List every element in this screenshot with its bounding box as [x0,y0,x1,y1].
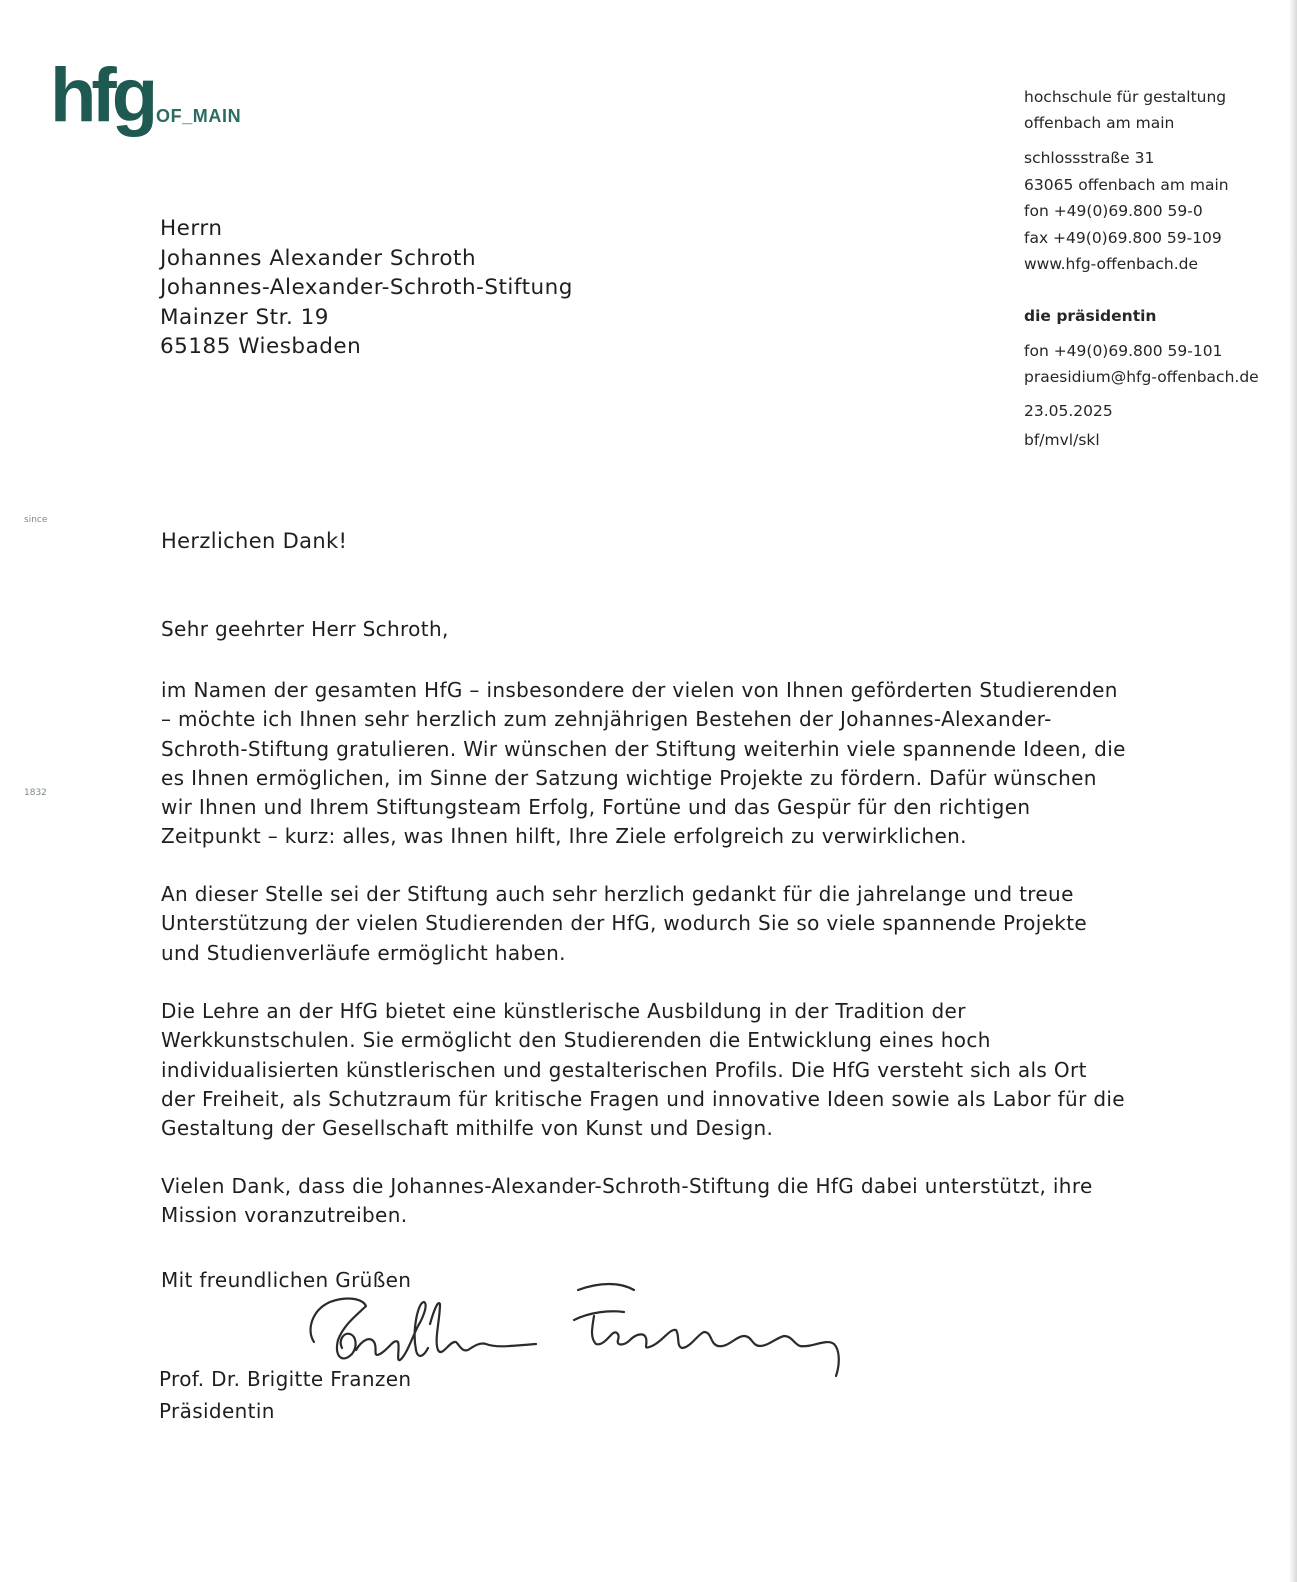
office-title: die präsidentin [1024,307,1157,325]
recipient-organization: Johannes-Alexander-Schroth-Stiftung [160,275,573,300]
paragraph-line: im Namen der gesamten HfG – insbesondere der vielen von Ihnen geförderten Studierenden [161,678,1118,702]
recipient-street: Mainzer Str. 19 [160,304,329,330]
office-phone: fon +49(0)69.800 59-101 [1024,342,1223,360]
paragraph-line: wir Ihnen und Ihrem Stiftungsteam Erfolg, Fortüne und das Gespür für den richtigen [161,795,1031,820]
hfg-logo [50,53,310,153]
paragraph-line: und Studienverläufe ermöglicht haben. [161,940,566,965]
paragraph-line: Schroth-Stiftung gratulieren. Wir wünschen der Stiftung weiterhin viele spannende Ideen, die [161,736,1126,761]
scan-edge [1289,0,1297,1582]
paragraph-line: individualisierten künstlerischen und gestalterischen Profils. Die HfG versteht sich als Ort [161,1057,1087,1082]
logo-wordmark: hfg [50,53,154,138]
paragraph-line: Die Lehre an der HfG bietet eine künstlerische Ausbildung in der Tradition der [161,999,966,1023]
paragraph-2 [161,880,1161,968]
office-email: praesidium@hfg-offenbach.de [1024,368,1259,386]
paragraph-line: es Ihnen ermöglichen, im Sinne der Satzung wichtige Projekte zu fördern. Dafür wünschen [161,765,1097,790]
letter-subject: Herzlichen Dank! [161,529,348,553]
sender-city: 63065 offenbach am main [1024,176,1229,194]
paragraph-line: Gestaltung der Gesellschaft mithilfe von Kunst und Design. [161,1116,774,1141]
sender-street: schlossstraße 31 [1024,149,1155,167]
paragraph-line: Zeitpunkt – kurz: alles, was Ihnen hilft, Ihre Ziele erfolgreich zu verwirklichen. [161,824,967,849]
sender-institution-line1: hochschule für gestaltung [1024,88,1227,106]
letter-closing: Mit freundlichen Grüßen [161,1268,412,1292]
signer-block [159,1363,411,1427]
paragraph-line: – möchte ich Ihnen sehr herzlich zum zehnjährigen Bestehen der Johannes-Alexander- [161,707,1052,732]
paragraph-4 [161,1172,1161,1231]
paragraph-line: An dieser Stelle sei der Stiftung auch sehr herzlich gedankt für die jahrelange und treue [161,882,1074,906]
recipient-address [160,214,573,362]
letter-reference: bf/mvl/skl [1024,431,1100,449]
paragraph-line: Mission voranzutreiben. [161,1203,408,1228]
margin-note-since: since [24,515,48,525]
signer-title: Präsidentin [159,1399,275,1423]
sender-website: www.hfg-offenbach.de [1024,255,1199,273]
signer-name: Prof. Dr. Brigitte Franzen [159,1367,412,1391]
paragraph-line: Unterstützung der vielen Studierenden der HfG, wodurch Sie so viele spannende Projekte [161,911,1088,936]
sender-institution-line2: offenbach am main [1024,114,1175,132]
paragraph-line: Vielen Dank, dass die Johannes-Alexander-Schroth-Stiftung die HfG dabei unterstützt, ihre [161,1174,1093,1198]
paragraph-line: Werkkunstschulen. Sie ermöglicht den Studierenden die Entwicklung eines hoch [161,1028,991,1053]
sender-fax: fax +49(0)69.800 59-109 [1024,229,1222,247]
recipient-salutation: Herrn [160,216,223,241]
recipient-name: Johannes Alexander Schroth [160,245,477,271]
letter-date: 23.05.2025 [1024,402,1113,420]
paragraph-1 [161,676,1161,852]
recipient-city: 65185 Wiesbaden [160,334,362,359]
letter-greeting: Sehr geehrter Herr Schroth, [161,617,449,641]
margin-note-year: 1832 [24,788,47,798]
paragraph-line: der Freiheit, als Schutzraum für kritische Fragen und innovative Ideen sowie als Labor für die [161,1086,1125,1111]
paragraph-3 [161,997,1161,1143]
logo-suffix: OF_MAIN [156,106,242,126]
sender-phone: fon +49(0)69.800 59-0 [1024,202,1203,220]
